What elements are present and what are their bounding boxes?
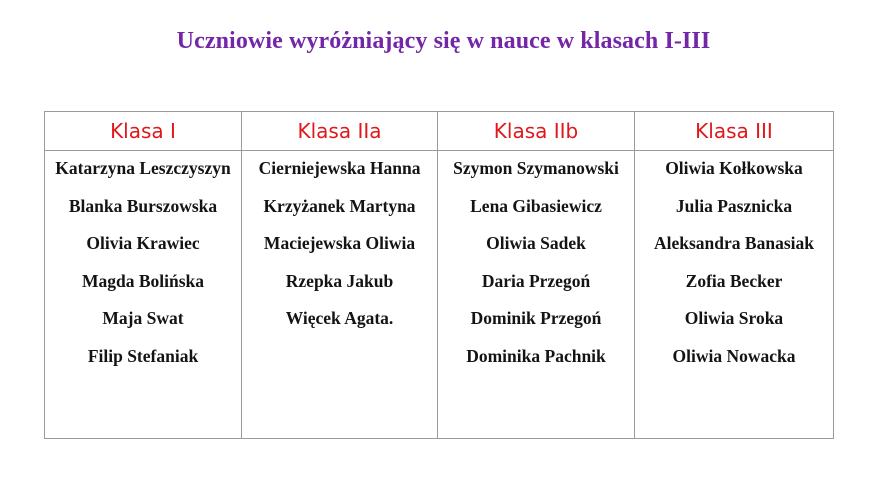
student-name: Oliwia Nowacka (672, 345, 796, 366)
table-body-row (45, 151, 834, 439)
student-name: Rzepka Jakub (285, 270, 394, 291)
student-name: Blanka Burszowska (68, 195, 218, 216)
student-name: Szymon Szymanowski (453, 158, 619, 178)
student-name: Magda Bolińska (81, 270, 205, 291)
student-name: Daria Przegoń (481, 270, 591, 291)
student-name: Oliwia Kołkowska (665, 158, 803, 178)
student-name: Dominik Przegoń (470, 308, 602, 328)
student-name: Julia Pasznicka (675, 195, 793, 216)
page-title: Uczniowie wyróżniający się w nauce w klasach I-III (176, 28, 711, 54)
student-cell-klasa-iii (635, 151, 834, 439)
student-name: Cierniejewska Hanna (258, 158, 421, 178)
student-list-klasa-iib (438, 156, 634, 368)
student-cell-klasa-iib (438, 151, 635, 439)
student-name: Więcek Agata. (285, 308, 394, 328)
student-name: Oliwia Sadek (486, 233, 586, 253)
student-list-klasa-i (45, 156, 241, 368)
student-name: Olivia Krawiec (86, 233, 200, 253)
honor-students-table (44, 111, 834, 439)
student-name: Filip Stefaniak (87, 345, 199, 366)
student-cell-klasa-i (45, 151, 242, 439)
column-header-klasa-iii: Klasa III (635, 112, 834, 151)
student-name: Lena Gibasiewicz (470, 195, 602, 216)
column-header-klasa-i: Klasa I (45, 112, 242, 151)
student-name: Krzyżanek Martyna (263, 195, 416, 216)
student-name: Dominika Pachnik (466, 345, 606, 366)
column-header-klasa-iib: Klasa IIb (438, 112, 635, 151)
student-name: Aleksandra Banasiak (654, 233, 814, 253)
student-name: Zofia Becker (685, 270, 783, 291)
student-cell-klasa-iia (242, 151, 438, 439)
table-header-row (45, 112, 834, 151)
student-name: Maciejewska Oliwia (263, 233, 416, 253)
student-name: Oliwia Sroka (684, 308, 784, 328)
student-list-klasa-iia (242, 156, 437, 330)
column-header-klasa-iia: Klasa IIa (242, 112, 438, 151)
student-name: Katarzyna Leszczyszyn (55, 158, 231, 178)
student-list-klasa-iii (635, 156, 833, 368)
student-name: Maja Swat (102, 308, 184, 328)
